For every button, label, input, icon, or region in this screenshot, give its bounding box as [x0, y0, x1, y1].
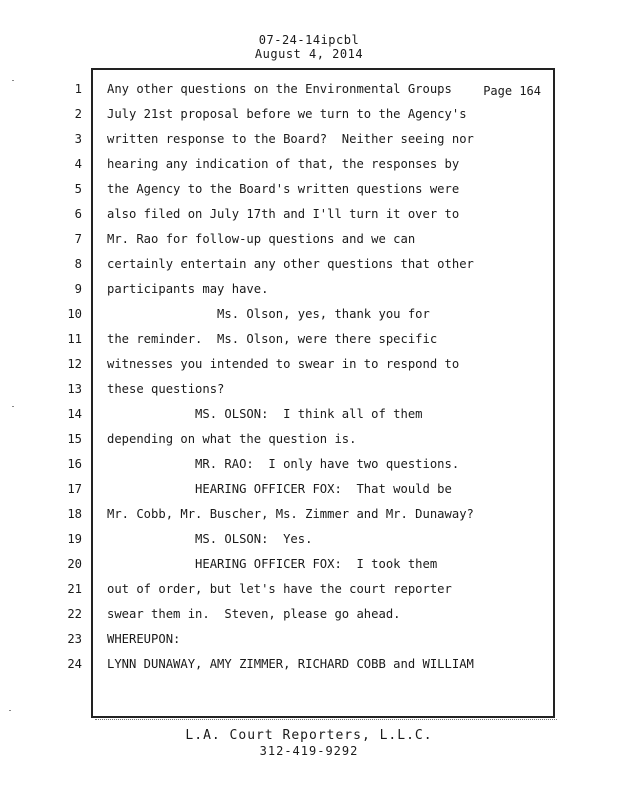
line-text: the Agency to the Board's written questions were: [107, 182, 460, 196]
line-number: 8: [74, 257, 82, 271]
transcript-line: [0, 657, 618, 677]
footer-phone: 312-419-9292: [259, 744, 359, 758]
transcript-line: [0, 482, 618, 502]
line-number: 21: [67, 582, 82, 596]
transcript-line: [0, 407, 618, 427]
line-text: depending on what the question is.: [107, 432, 357, 446]
footer-company: L.A. Court Reporters, L.L.C.: [185, 728, 433, 743]
transcript-line: [0, 557, 618, 577]
page-number: Page 164: [483, 84, 541, 98]
header-document-id: 07-24-14ipcbl: [258, 33, 360, 47]
transcript-line: [0, 182, 618, 202]
line-text: these questions?: [107, 382, 225, 396]
line-text: HEARING OFFICER FOX: That would be: [107, 482, 452, 496]
transcript-line: [0, 282, 618, 302]
line-text: out of order, but let's have the court reporter: [107, 582, 452, 596]
transcript-line: [0, 607, 618, 627]
line-text: witnesses you intended to swear in to respond to: [107, 357, 460, 371]
transcript-line: [0, 132, 618, 152]
transcript-line: [0, 532, 618, 552]
line-number: 6: [74, 207, 82, 221]
line-number: 3: [74, 132, 82, 146]
line-text: Mr. Cobb, Mr. Buscher, Ms. Zimmer and Mr. Dunaway?: [107, 507, 474, 521]
line-number: 14: [67, 407, 82, 421]
line-number: 2: [74, 107, 82, 121]
transcript-line: [0, 632, 618, 652]
transcript-line: [0, 382, 618, 402]
line-text: certainly entertain any other questions that other: [107, 257, 474, 271]
line-text: Ms. Olson, yes, thank you for: [107, 307, 430, 321]
line-number: 18: [67, 507, 82, 521]
line-number: 22: [67, 607, 82, 621]
frame-bottom-edge: [95, 715, 557, 720]
line-text: swear them in. Steven, please go ahead.: [107, 607, 401, 621]
line-number: 4: [74, 157, 82, 171]
transcript-line: [0, 82, 618, 102]
line-text: Any other questions on the Environmental Groups: [107, 82, 452, 96]
line-number: 10: [67, 307, 82, 321]
line-text: participants may have.: [107, 282, 269, 296]
scan-speck: [12, 406, 14, 407]
line-text: MS. OLSON: I think all of them: [107, 407, 423, 421]
line-text: HEARING OFFICER FOX: I took them: [107, 557, 438, 571]
line-number: 7: [74, 232, 82, 246]
transcript-line: [0, 107, 618, 127]
line-text: the reminder. Ms. Olson, were there specific: [107, 332, 438, 346]
line-number: 5: [74, 182, 82, 196]
line-text: MR. RAO: I only have two questions.: [107, 457, 460, 471]
transcript-line: [0, 582, 618, 602]
line-text: Mr. Rao for follow-up questions and we can: [107, 232, 416, 246]
line-number: 19: [67, 532, 82, 546]
line-number: 13: [67, 382, 82, 396]
scan-speck: [9, 710, 11, 711]
line-number: 20: [67, 557, 82, 571]
transcript-line: [0, 257, 618, 277]
line-number: 17: [67, 482, 82, 496]
line-number: 9: [74, 282, 82, 296]
transcript-line: [0, 432, 618, 452]
transcript-line: [0, 357, 618, 377]
header-date: August 4, 2014: [254, 47, 364, 61]
scan-speck: [12, 80, 14, 81]
line-number: 11: [67, 332, 82, 346]
transcript-line: [0, 457, 618, 477]
transcript-line: [0, 507, 618, 527]
transcript-line: [0, 307, 618, 327]
line-number: 1: [74, 82, 82, 96]
line-number: 16: [67, 457, 82, 471]
transcript-line: [0, 157, 618, 177]
line-number: 15: [67, 432, 82, 446]
line-number: 23: [67, 632, 82, 646]
line-text: WHEREUPON:: [107, 632, 181, 646]
line-text: hearing any indication of that, the responses by: [107, 157, 460, 171]
line-text: LYNN DUNAWAY, AMY ZIMMER, RICHARD COBB and WILLIAM: [107, 657, 474, 671]
line-number: 12: [67, 357, 82, 371]
line-number: 24: [67, 657, 82, 671]
line-text: also filed on July 17th and I'll turn it over to: [107, 207, 460, 221]
line-text: MS. OLSON: Yes.: [107, 532, 313, 546]
line-text: July 21st proposal before we turn to the Agency's: [107, 107, 467, 121]
transcript-line: [0, 207, 618, 227]
transcript-line: [0, 232, 618, 252]
line-text: written response to the Board? Neither seeing nor: [107, 132, 474, 146]
transcript-line: [0, 332, 618, 352]
